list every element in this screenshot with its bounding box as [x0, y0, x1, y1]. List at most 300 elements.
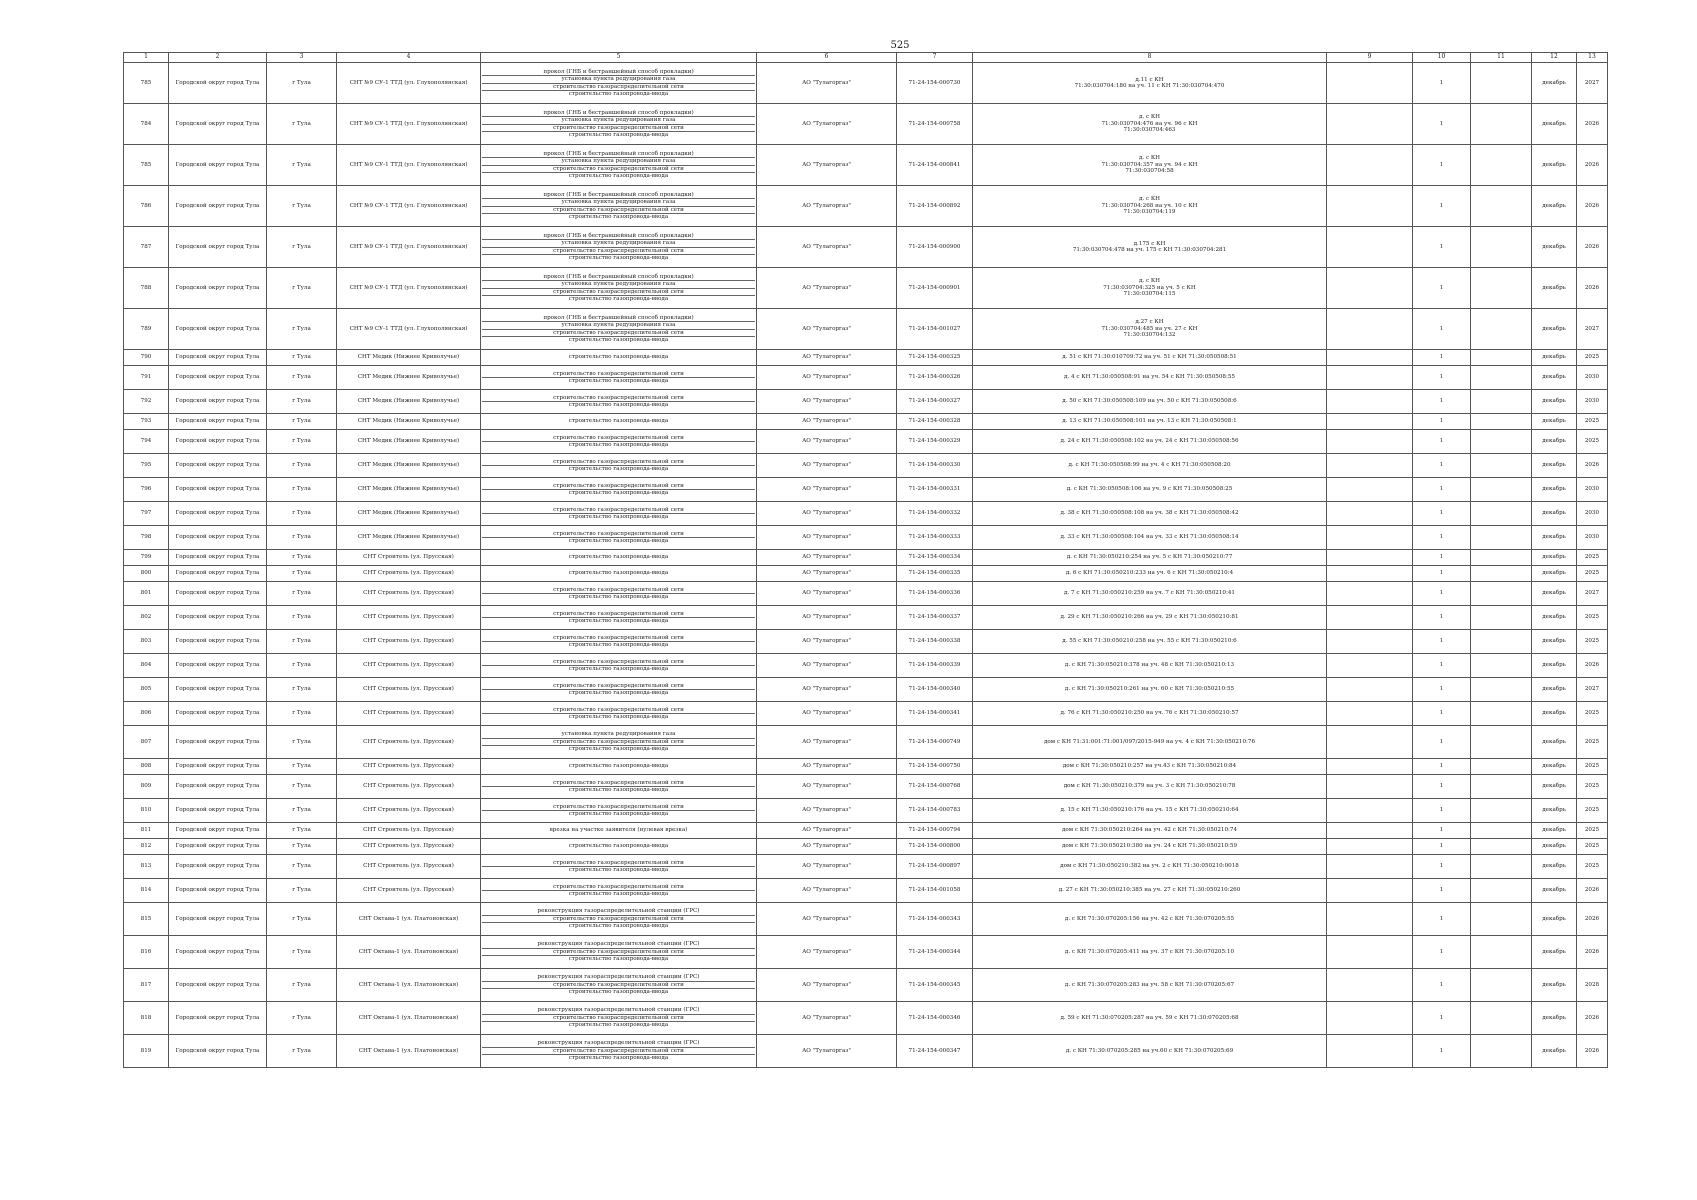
table-row: [124, 390, 1608, 414]
snt-cell: СНТ Строитель (ул. Прусская): [337, 879, 481, 903]
empty-cell: [1471, 430, 1532, 454]
work-line: строительство газопровода-ввода: [568, 490, 669, 496]
code-cell: 71-24-154-000339: [897, 654, 973, 678]
work-line: прокол (ГНБ и бестраншейный способ прокладки): [482, 274, 755, 281]
qty-cell: 1: [1413, 145, 1471, 186]
row-number: 802: [124, 606, 169, 630]
row-number: 788: [124, 268, 169, 309]
org-cell: АО "Тулагоргаз": [757, 969, 897, 1002]
code-cell: 71-24-154-000343: [897, 903, 973, 936]
table-row: [124, 606, 1608, 630]
district-cell: Городской округ город Тула: [169, 903, 267, 936]
work-line: строительство газораспределительной сети: [482, 683, 755, 690]
object-cell: дом с КН 71:30:050210:379 на уч. 3 с КН 71:30:050210:78: [973, 775, 1327, 799]
district-cell: Городской округ город Тула: [169, 799, 267, 823]
code-cell: 71-24-154-000330: [897, 454, 973, 478]
empty-cell: [1327, 775, 1413, 799]
code-cell: 71-24-154-000331: [897, 478, 973, 502]
org-cell: АО "Тулагоргаз": [757, 502, 897, 526]
snt-cell: СНТ Строитель (ул. Прусская): [337, 678, 481, 702]
district-cell: Городской округ город Тула: [169, 526, 267, 550]
org-cell: АО "Тулагоргаз": [757, 775, 897, 799]
work-line: строительство газораспределительной сети: [482, 804, 755, 811]
snt-cell: СНТ Строитель (ул. Прусская): [337, 855, 481, 879]
org-cell: АО "Тулагоргаз": [757, 268, 897, 309]
work-line: строительство газораспределительной сети: [482, 587, 755, 594]
year-cell: 2026: [1577, 268, 1608, 309]
snt-cell: СНТ Строитель (ул. Прусская): [337, 630, 481, 654]
code-cell: 71-24-154-000897: [897, 855, 973, 879]
empty-cell: [1327, 414, 1413, 430]
table-row: [124, 145, 1608, 186]
code-cell: 71-24-154-000892: [897, 186, 973, 227]
table-row: [124, 227, 1608, 268]
qty-cell: 1: [1413, 550, 1471, 566]
month-cell: декабрь: [1532, 855, 1577, 879]
work-line: строительство газопровода-ввода: [568, 746, 669, 753]
empty-cell: [1471, 1002, 1532, 1035]
column-number: 12: [1532, 53, 1577, 63]
works-cell: [481, 759, 757, 775]
table-row: [124, 366, 1608, 390]
qty-cell: 1: [1413, 390, 1471, 414]
empty-cell: [1471, 903, 1532, 936]
work-line: строительство газораспределительной сети: [482, 125, 755, 132]
district-cell: Городской округ город Тула: [169, 702, 267, 726]
empty-cell: [1471, 654, 1532, 678]
work-line: строительство газопровода-ввода: [568, 213, 669, 220]
work-line: строительство газопровода-ввода: [568, 538, 669, 544]
work-line: строительство газораспределительной сети: [482, 982, 755, 989]
org-cell: АО "Тулагоргаз": [757, 414, 897, 430]
empty-cell: [1327, 186, 1413, 227]
district-cell: Городской округ город Тула: [169, 969, 267, 1002]
org-cell: АО "Тулагоргаз": [757, 702, 897, 726]
column-number: 4: [337, 53, 481, 63]
snt-cell: СНТ Строитель (ул. Прусская): [337, 759, 481, 775]
work-line: строительство газопровода-ввода: [568, 402, 669, 408]
table-row: [124, 630, 1608, 654]
district-cell: Городской округ город Тула: [169, 566, 267, 582]
year-cell: 2026: [1577, 654, 1608, 678]
district-cell: Городской округ город Тула: [169, 145, 267, 186]
table-row: [124, 478, 1608, 502]
year-cell: 2025: [1577, 350, 1608, 366]
district-cell: Городской округ город Тула: [169, 502, 267, 526]
year-cell: 2026: [1577, 1035, 1608, 1068]
works-cell: [481, 903, 757, 936]
work-line: строительство газопровода-ввода: [568, 1055, 669, 1062]
row-number: 796: [124, 478, 169, 502]
year-cell: 2030: [1577, 478, 1608, 502]
city-cell: г Тула: [267, 969, 337, 1002]
row-number: 803: [124, 630, 169, 654]
city-cell: г Тула: [267, 502, 337, 526]
org-cell: АО "Тулагоргаз": [757, 454, 897, 478]
empty-cell: [1471, 414, 1532, 430]
org-cell: АО "Тулагоргаз": [757, 430, 897, 454]
empty-cell: [1327, 350, 1413, 366]
empty-cell: [1471, 702, 1532, 726]
work-line: строительство газопровода-ввода: [568, 594, 669, 600]
work-line: строительство газопровода-ввода: [568, 295, 669, 302]
work-line: строительство газораспределительной сети: [482, 531, 755, 538]
org-cell: АО "Тулагоргаз": [757, 839, 897, 855]
object-cell: д. с КН 71:30:050508:99 на уч. 4 с КН 71:30:050508:20: [973, 454, 1327, 478]
work-line: строительство газопровода-ввода: [568, 843, 669, 850]
works-cell: [481, 936, 757, 969]
empty-cell: [1327, 309, 1413, 350]
works-cell: [481, 879, 757, 903]
qty-cell: 1: [1413, 969, 1471, 1002]
empty-cell: [1327, 702, 1413, 726]
qty-cell: 1: [1413, 903, 1471, 936]
empty-cell: [1327, 903, 1413, 936]
object-cell: д. с КН 71:30:070205:285 на уч.60 с КН 71:30:070205:69: [973, 1035, 1327, 1068]
snt-cell: СНТ Медик (Нижнее Криволучье): [337, 454, 481, 478]
org-cell: АО "Тулагоргаз": [757, 478, 897, 502]
work-line: строительство газопровода-ввода: [568, 867, 669, 873]
empty-cell: [1471, 309, 1532, 350]
snt-cell: СНТ №9 СУ-1 ТТД (ул. Глухополянская): [337, 63, 481, 104]
table-row: [124, 702, 1608, 726]
city-cell: г Тула: [267, 366, 337, 390]
empty-cell: [1327, 478, 1413, 502]
table-row: [124, 566, 1608, 582]
object-cell: д. с КН 71:30:070205:156 на уч. 42 с КН 71:30:070205:55: [973, 903, 1327, 936]
work-line: строительство газораспределительной сети: [482, 780, 755, 787]
org-cell: АО "Тулагоргаз": [757, 936, 897, 969]
works-cell: [481, 227, 757, 268]
code-cell: 71-24-154-000344: [897, 936, 973, 969]
month-cell: декабрь: [1532, 799, 1577, 823]
code-cell: 71-24-154-000347: [897, 1035, 973, 1068]
month-cell: декабрь: [1532, 839, 1577, 855]
work-line: строительство газораспределительной сети: [482, 166, 755, 173]
city-cell: г Тула: [267, 630, 337, 654]
year-cell: 2026: [1577, 186, 1608, 227]
year-cell: 2025: [1577, 630, 1608, 654]
empty-cell: [1327, 390, 1413, 414]
row-number: 809: [124, 775, 169, 799]
table-row: [124, 879, 1608, 903]
empty-cell: [1471, 454, 1532, 478]
org-cell: АО "Тулагоргаз": [757, 823, 897, 839]
snt-cell: СНТ Медик (Нижнее Криволучье): [337, 350, 481, 366]
snt-cell: СНТ №9 СУ-1 ТТД (ул. Глухополянская): [337, 268, 481, 309]
empty-cell: [1327, 654, 1413, 678]
row-number: 789: [124, 309, 169, 350]
snt-cell: СНТ №9 СУ-1 ТТД (ул. Глухополянская): [337, 104, 481, 145]
code-cell: 71-24-154-000749: [897, 726, 973, 759]
snt-cell: СНТ Октава-1 (ул. Платоновская): [337, 1035, 481, 1068]
org-cell: АО "Тулагоргаз": [757, 390, 897, 414]
work-line: реконструкция газораспределительной станции (ГРС): [482, 1040, 755, 1047]
work-line: строительство газопровода-ввода: [568, 714, 669, 720]
qty-cell: 1: [1413, 186, 1471, 227]
org-cell: АО "Тулагоргаз": [757, 606, 897, 630]
district-cell: Городской округ город Тула: [169, 454, 267, 478]
city-cell: г Тула: [267, 1002, 337, 1035]
row-number: 797: [124, 502, 169, 526]
object-cell: д. с КН 71:30:050210:378 на уч. 48 с КН 71:30:050210:13: [973, 654, 1327, 678]
city-cell: г Тула: [267, 454, 337, 478]
qty-cell: 1: [1413, 855, 1471, 879]
work-line: строительство газораспределительной сети: [482, 289, 755, 296]
district-cell: Городской округ город Тула: [169, 430, 267, 454]
row-number: 818: [124, 1002, 169, 1035]
org-cell: АО "Тулагоргаз": [757, 104, 897, 145]
works-cell: [481, 390, 757, 414]
row-number: 786: [124, 186, 169, 227]
object-cell: д. 76 с КН 71:30:050210:250 на уч. 76 с КН 71:30:050210:57: [973, 702, 1327, 726]
org-cell: АО "Тулагоргаз": [757, 350, 897, 366]
city-cell: г Тула: [267, 823, 337, 839]
table-row: [124, 1035, 1608, 1068]
table-row: [124, 430, 1608, 454]
code-cell: 71-24-154-000800: [897, 839, 973, 855]
qty-cell: 1: [1413, 823, 1471, 839]
org-cell: АО "Тулагоргаз": [757, 145, 897, 186]
city-cell: г Тула: [267, 414, 337, 430]
table-row: [124, 582, 1608, 606]
empty-cell: [1327, 227, 1413, 268]
code-cell: 71-24-154-000900: [897, 227, 973, 268]
works-cell: [481, 823, 757, 839]
object-cell: д. с КН 71:30:050210:254 на уч. 5 с КН 71:30:050210:77: [973, 550, 1327, 566]
code-cell: 71-24-154-000346: [897, 1002, 973, 1035]
object-cell: д. с КН 71:30:030704:476 на уч. 96 с КН 71:30:030704:463: [973, 104, 1327, 145]
org-cell: АО "Тулагоргаз": [757, 799, 897, 823]
table-row: [124, 726, 1608, 759]
works-cell: [481, 582, 757, 606]
object-cell: д. с КН 71:30:050508:106 на уч. 9 с КН 71:30:050508:25: [973, 478, 1327, 502]
empty-cell: [1471, 582, 1532, 606]
object-cell: д. с КН 71:30:050210:261 на уч. 60 с КН 71:30:050210:55: [973, 678, 1327, 702]
empty-cell: [1471, 366, 1532, 390]
qty-cell: 1: [1413, 566, 1471, 582]
object-cell: д. 50 с КН 71:30:050508:109 на уч. 50 с КН 71:30:050508:6: [973, 390, 1327, 414]
work-line: строительство газораспределительной сети: [482, 507, 755, 514]
works-cell: [481, 145, 757, 186]
month-cell: декабрь: [1532, 654, 1577, 678]
snt-cell: СНТ Медик (Нижнее Криволучье): [337, 502, 481, 526]
code-cell: 71-24-154-000333: [897, 526, 973, 550]
work-line: строительство газопровода-ввода: [568, 923, 669, 930]
column-number-row: [124, 53, 1608, 63]
city-cell: г Тула: [267, 63, 337, 104]
work-line: установка пункта редуцирования газа: [482, 322, 755, 329]
code-cell: 71-24-154-000768: [897, 775, 973, 799]
object-cell: дом с КН 71:30:050210:382 на уч. 2 с КН 71:30:050210:0018: [973, 855, 1327, 879]
object-cell: д. с КН 71:30:030704:357 на уч. 94 с КН 71:30:030704:58: [973, 145, 1327, 186]
work-line: строительство газопровода-ввода: [568, 811, 669, 817]
district-cell: Городской округ город Тула: [169, 366, 267, 390]
work-line: строительство газораспределительной сети: [482, 635, 755, 642]
year-cell: 2030: [1577, 366, 1608, 390]
work-line: строительство газопровода-ввода: [568, 763, 669, 770]
works-cell: [481, 526, 757, 550]
works-cell: [481, 1002, 757, 1035]
qty-cell: 1: [1413, 227, 1471, 268]
district-cell: Городской округ город Тула: [169, 550, 267, 566]
month-cell: декабрь: [1532, 903, 1577, 936]
work-line: строительство газопровода-ввода: [568, 336, 669, 343]
row-number: 785: [124, 63, 169, 104]
city-cell: г Тула: [267, 759, 337, 775]
table-row: [124, 268, 1608, 309]
empty-cell: [1327, 104, 1413, 145]
code-cell: 71-24-154-000332: [897, 502, 973, 526]
org-cell: АО "Тулагоргаз": [757, 903, 897, 936]
district-cell: Городской округ город Тула: [169, 823, 267, 839]
works-cell: [481, 775, 757, 799]
empty-cell: [1327, 606, 1413, 630]
org-cell: АО "Тулагоргаз": [757, 879, 897, 903]
city-cell: г Тула: [267, 582, 337, 606]
city-cell: г Тула: [267, 936, 337, 969]
work-line: строительство газораспределительной сети: [482, 659, 755, 666]
org-cell: АО "Тулагоргаз": [757, 1002, 897, 1035]
snt-cell: СНТ Октава-1 (ул. Платоновская): [337, 936, 481, 969]
object-cell: д. 27 с КН 71:30:050210:385 на уч. 27 с КН 71:30:050210:260: [973, 879, 1327, 903]
table-row: [124, 969, 1608, 1002]
work-line: строительство газопровода-ввода: [568, 570, 669, 577]
object-cell: дом с КН 71:30:050210:380 на уч. 24 с КН 71:30:050210:59: [973, 839, 1327, 855]
work-line: реконструкция газораспределительной станции (ГРС): [482, 908, 755, 915]
month-cell: декабрь: [1532, 582, 1577, 606]
empty-cell: [1327, 630, 1413, 654]
work-line: строительство газопровода-ввода: [568, 378, 669, 384]
code-cell: 71-24-154-000841: [897, 145, 973, 186]
work-line: строительство газораспределительной сети: [482, 435, 755, 442]
empty-cell: [1471, 63, 1532, 104]
object-cell: д. 38 с КН 71:30:050508:108 на уч. 38 с КН 71:30:050508:42: [973, 502, 1327, 526]
work-line: прокол (ГНБ и бестраншейный способ прокладки): [482, 315, 755, 322]
work-line: строительство газопровода-ввода: [568, 514, 669, 520]
table-row: [124, 63, 1608, 104]
district-cell: Городской округ город Тула: [169, 775, 267, 799]
empty-cell: [1471, 104, 1532, 145]
code-cell: 71-24-154-000794: [897, 823, 973, 839]
org-cell: АО "Тулагоргаз": [757, 309, 897, 350]
code-cell: 71-24-154-000336: [897, 582, 973, 606]
column-number: 9: [1327, 53, 1413, 63]
row-number: 810: [124, 799, 169, 823]
year-cell: 2028: [1577, 969, 1608, 1002]
qty-cell: 1: [1413, 1035, 1471, 1068]
column-number: 11: [1471, 53, 1532, 63]
works-cell: [481, 350, 757, 366]
empty-cell: [1327, 969, 1413, 1002]
work-line: установка пункта редуцирования газа: [482, 76, 755, 83]
city-cell: г Тула: [267, 903, 337, 936]
code-cell: 71-24-154-000329: [897, 430, 973, 454]
district-cell: Городской округ город Тула: [169, 726, 267, 759]
row-number: 812: [124, 839, 169, 855]
month-cell: декабрь: [1532, 969, 1577, 1002]
month-cell: декабрь: [1532, 366, 1577, 390]
work-line: установка пункта редуцирования газа: [482, 281, 755, 288]
year-cell: 2025: [1577, 430, 1608, 454]
snt-cell: СНТ Строитель (ул. Прусская): [337, 702, 481, 726]
month-cell: декабрь: [1532, 759, 1577, 775]
work-line: прокол (ГНБ и бестраншейный способ прокладки): [482, 110, 755, 117]
empty-cell: [1327, 582, 1413, 606]
empty-cell: [1327, 678, 1413, 702]
row-number: 815: [124, 903, 169, 936]
work-line: прокол (ГНБ и бестраншейный способ прокладки): [482, 233, 755, 240]
org-cell: АО "Тулагоргаз": [757, 726, 897, 759]
district-cell: Городской округ город Тула: [169, 855, 267, 879]
column-number: 2: [169, 53, 267, 63]
work-line: прокол (ГНБ и бестраншейный способ прокладки): [482, 151, 755, 158]
year-cell: 2025: [1577, 799, 1608, 823]
row-number: 787: [124, 227, 169, 268]
year-cell: 2030: [1577, 390, 1608, 414]
table-row: [124, 309, 1608, 350]
works-cell: [481, 566, 757, 582]
month-cell: декабрь: [1532, 775, 1577, 799]
snt-cell: СНТ Строитель (ул. Прусская): [337, 726, 481, 759]
code-cell: 71-24-154-000783: [897, 799, 973, 823]
code-cell: 71-24-154-001058: [897, 879, 973, 903]
org-cell: АО "Тулагоргаз": [757, 566, 897, 582]
work-line: строительство газораспределительной сети: [482, 1015, 755, 1022]
object-cell: дом с КН 71:30:050210:257 на уч.43 с КН 71:30:050210:84: [973, 759, 1327, 775]
work-line: строительство газопровода-ввода: [568, 554, 669, 561]
object-cell: д. 33 с КН 71:30:050508:104 на уч. 33 с КН 71:30:050508:14: [973, 526, 1327, 550]
qty-cell: 1: [1413, 414, 1471, 430]
object-cell: д. 29 с КН 71:30:050210:266 на уч. 29 с КН 71:30:050210:81: [973, 606, 1327, 630]
object-cell: дом с КН 71:31:001:71:001/097/2015-949 на уч. 4 с КН 71:30:050210:76: [973, 726, 1327, 759]
works-cell: [481, 550, 757, 566]
code-cell: 71-24-154-000901: [897, 268, 973, 309]
works-cell: [481, 630, 757, 654]
district-cell: Городской округ город Тула: [169, 654, 267, 678]
table-row: [124, 936, 1608, 969]
row-number: 795: [124, 454, 169, 478]
qty-cell: 1: [1413, 502, 1471, 526]
district-cell: Городской округ город Тула: [169, 186, 267, 227]
column-number: 1: [124, 53, 169, 63]
year-cell: 2025: [1577, 855, 1608, 879]
year-cell: 2026: [1577, 903, 1608, 936]
snt-cell: СНТ Строитель (ул. Прусская): [337, 775, 481, 799]
code-cell: 71-24-154-000758: [897, 104, 973, 145]
table-row: [124, 654, 1608, 678]
qty-cell: 1: [1413, 606, 1471, 630]
snt-cell: СНТ Медик (Нижнее Криволучье): [337, 478, 481, 502]
qty-cell: 1: [1413, 799, 1471, 823]
snt-cell: СНТ Строитель (ул. Прусская): [337, 839, 481, 855]
org-cell: АО "Тулагоргаз": [757, 630, 897, 654]
works-cell: [481, 104, 757, 145]
work-line: строительство газопровода-ввода: [568, 891, 669, 897]
work-line: установка пункта редуцирования газа: [482, 158, 755, 165]
work-line: строительство газораспределительной сети: [482, 371, 755, 378]
org-cell: АО "Тулагоргаз": [757, 582, 897, 606]
empty-cell: [1471, 478, 1532, 502]
empty-cell: [1471, 186, 1532, 227]
work-line: установка пункта редуцирования газа: [482, 731, 755, 738]
work-line: строительство газораспределительной сети: [482, 395, 755, 402]
snt-cell: СНТ Медик (Нижнее Криволучье): [337, 430, 481, 454]
work-line: строительство газораспределительной сети: [482, 459, 755, 466]
works-cell: [481, 969, 757, 1002]
city-cell: г Тула: [267, 430, 337, 454]
row-number: 793: [124, 414, 169, 430]
